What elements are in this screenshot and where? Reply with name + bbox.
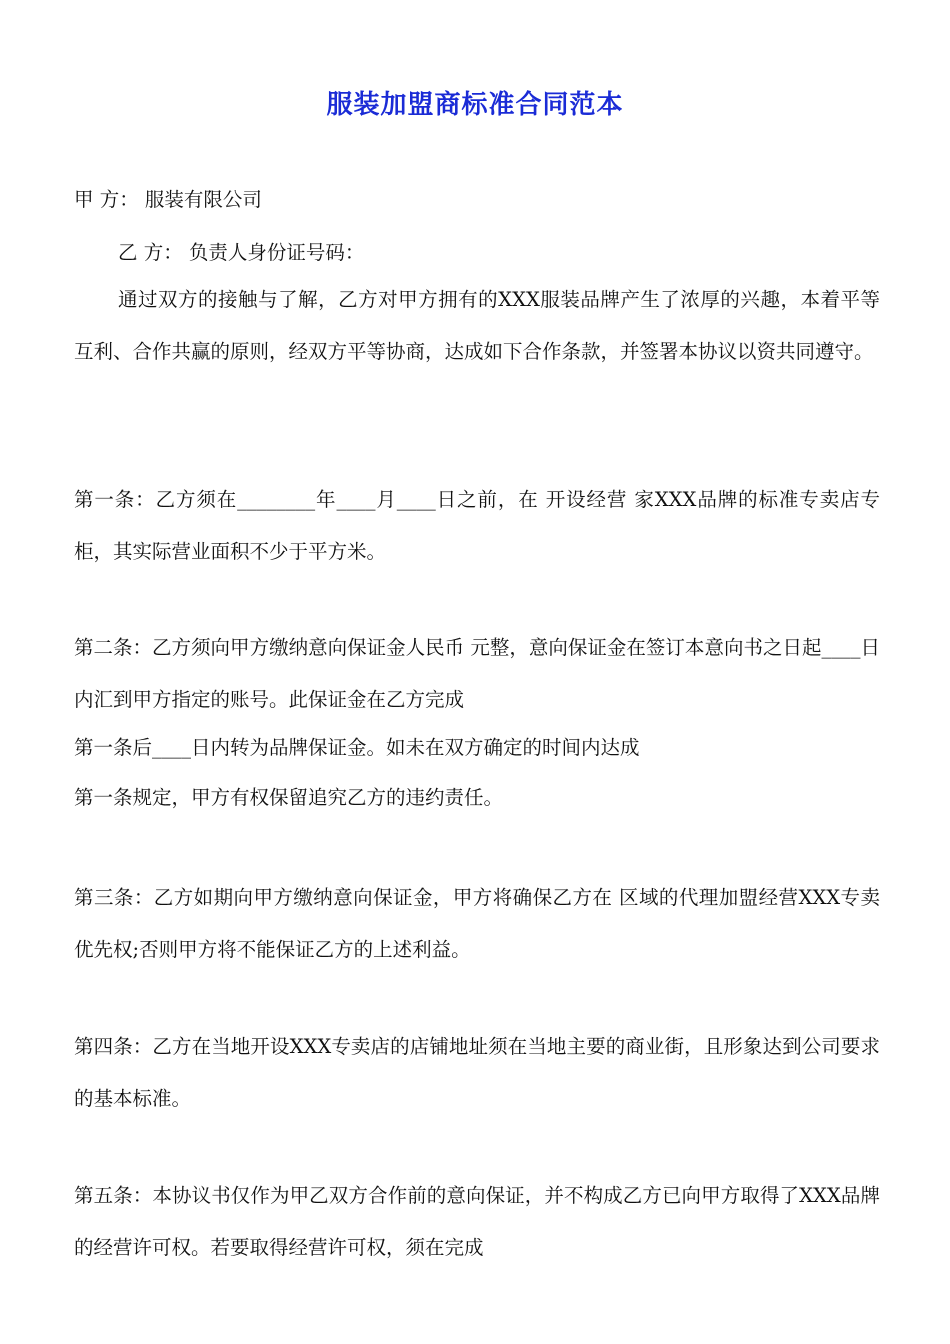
document-title: 服装加盟商标准合同范本	[326, 90, 624, 120]
article-5: 第五条：本协议书仅作为甲乙双方合作前的意向保证，并不构成乙方已向甲方取得了XXX品牌的经营许可权。若要取得经营许可权，须在完成	[74, 1184, 880, 1259]
intro-paragraph: 通过双方的接触与了解，乙方对甲方拥有的XXX服装品牌产生了浓厚的兴趣，本着平等互利、合作共赢的原则，经双方平等协商，达成如下合作条款，并签署本协议以资共同遵守。	[74, 288, 880, 363]
article-2-part-2: 第一条后____日内转为品牌保证金。如未在双方确定的时间内达成	[74, 736, 640, 759]
article-1: 第一条：乙方须在________年____月____日之前，在 开设经营 家XXX品牌的标准专卖店专柜，其实际营业面积不少于平方米。	[74, 488, 880, 563]
party-b-line: 乙 方： 负责人身份证号码：	[118, 241, 365, 264]
article-2-part-1: 第二条：乙方须向甲方缴纳意向保证金人民币 元整，意向保证金在签订本意向书之日起____日内汇到甲方指定的账号。此保证金在乙方完成	[74, 636, 880, 711]
party-a-line: 甲 方： 服装有限公司	[74, 188, 262, 211]
article-2-part-3: 第一条规定，甲方有权保留追究乙方的违约责任。	[74, 786, 504, 809]
article-4: 第四条：乙方在当地开设XXX专卖店的店铺地址须在当地主要的商业街，且形象达到公司要求的基本标准。	[74, 1035, 880, 1110]
article-3: 第三条：乙方如期向甲方缴纳意向保证金，甲方将确保乙方在 区域的代理加盟经营XXX专卖优先权;否则甲方将不能保证乙方的上述利益。	[74, 886, 880, 961]
